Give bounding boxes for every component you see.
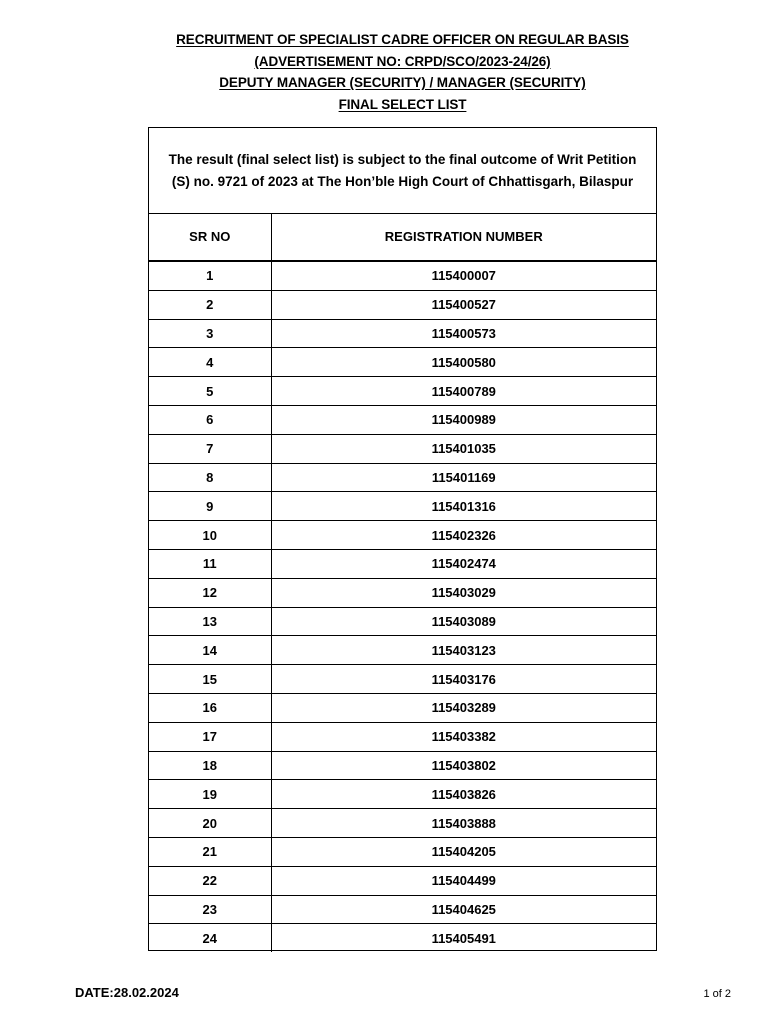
table-row xyxy=(149,895,656,924)
registration-number-cell: 115404499 xyxy=(271,866,656,895)
sr-no-cell: 3 xyxy=(149,319,271,348)
registration-number-cell: 115400789 xyxy=(271,377,656,406)
notice-line-1: The result (final select list) is subject to the final outcome of Writ Petition xyxy=(168,151,637,167)
table-row xyxy=(149,377,656,406)
table-row xyxy=(149,866,656,895)
table-row xyxy=(149,492,656,521)
registration-number-cell: 115400527 xyxy=(271,290,656,319)
table-row xyxy=(149,319,656,348)
table-row xyxy=(149,348,656,377)
table-row xyxy=(149,261,656,290)
heading-list-title: FINAL SELECT LIST xyxy=(338,96,467,112)
sr-no-cell: 9 xyxy=(149,492,271,521)
sr-no-cell: 6 xyxy=(149,405,271,434)
table-row xyxy=(149,751,656,780)
table-row xyxy=(149,405,656,434)
table-row xyxy=(149,809,656,838)
document-heading xyxy=(0,29,768,115)
table-row xyxy=(149,463,656,492)
table-row xyxy=(149,434,656,463)
registration-number-cell: 115403176 xyxy=(271,665,656,694)
registration-number-cell: 115404205 xyxy=(271,837,656,866)
heading-post-names: DEPUTY MANAGER (SECURITY) / MANAGER (SECURITY) xyxy=(219,75,586,90)
sr-no-cell: 1 xyxy=(149,261,271,290)
sr-no-cell: 17 xyxy=(149,722,271,751)
heading-recruitment-title: RECRUITMENT OF SPECIALIST CADRE OFFICER ON REGULAR BASIS xyxy=(176,32,629,47)
table-row xyxy=(149,290,656,319)
sr-no-cell: 20 xyxy=(149,809,271,838)
table-row xyxy=(149,924,656,952)
final-select-list-table xyxy=(149,213,656,952)
sr-no-cell: 18 xyxy=(149,751,271,780)
heading-advertisement-number: (ADVERTISEMENT NO: CRPD/SCO/2023-24/26) xyxy=(254,53,551,69)
column-header-sr-no: SR NO xyxy=(149,213,271,261)
sr-no-cell: 23 xyxy=(149,895,271,924)
sr-no-cell: 5 xyxy=(149,377,271,406)
sr-no-cell: 19 xyxy=(149,780,271,809)
registration-number-cell: 115403826 xyxy=(271,780,656,809)
column-header-registration-number: REGISTRATION NUMBER xyxy=(271,213,656,261)
registration-number-cell: 115404625 xyxy=(271,895,656,924)
registration-number-cell: 115403802 xyxy=(271,751,656,780)
sr-no-cell: 2 xyxy=(149,290,271,319)
registration-number-cell: 115403289 xyxy=(271,693,656,722)
table-row xyxy=(149,578,656,607)
sr-no-cell: 8 xyxy=(149,463,271,492)
registration-number-cell: 115403382 xyxy=(271,722,656,751)
sr-no-cell: 11 xyxy=(149,549,271,578)
registration-number-cell: 115402474 xyxy=(271,549,656,578)
result-notice xyxy=(149,128,656,214)
sr-no-cell: 21 xyxy=(149,837,271,866)
registration-number-cell: 115400580 xyxy=(271,348,656,377)
sr-no-cell: 4 xyxy=(149,348,271,377)
table-row xyxy=(149,693,656,722)
table-header-row xyxy=(149,213,656,261)
table-row xyxy=(149,549,656,578)
registration-number-cell: 115400573 xyxy=(271,319,656,348)
registration-number-cell: 115403029 xyxy=(271,578,656,607)
registration-number-cell: 115401316 xyxy=(271,492,656,521)
table-row xyxy=(149,665,656,694)
sr-no-cell: 13 xyxy=(149,607,271,636)
registration-number-cell: 115402326 xyxy=(271,521,656,550)
registration-number-cell: 115403123 xyxy=(271,636,656,665)
registration-number-cell: 115405491 xyxy=(431,930,496,946)
sr-no-cell: 24 xyxy=(149,924,271,952)
registration-number-cell: 115400007 xyxy=(271,261,656,290)
table-row xyxy=(149,780,656,809)
document-date: DATE:28.02.2024 xyxy=(75,985,179,1000)
sr-no-cell: 16 xyxy=(149,693,271,722)
sr-no-cell: 10 xyxy=(149,521,271,550)
registration-number-cell: 115400989 xyxy=(271,405,656,434)
table-row xyxy=(149,607,656,636)
table-row xyxy=(149,722,656,751)
table-row xyxy=(149,521,656,550)
sr-no-cell: 14 xyxy=(149,636,271,665)
notice-line-2: (S) no. 9721 of 2023 at The Hon’ble High Court of Chhattisgarh, Bilaspur xyxy=(171,173,634,189)
sr-no-cell: 15 xyxy=(149,665,271,694)
registration-number-cell: 115403089 xyxy=(271,607,656,636)
sr-no-cell: 22 xyxy=(149,866,271,895)
table-row xyxy=(149,837,656,866)
registration-number-cell: 115401035 xyxy=(271,434,656,463)
select-list-box xyxy=(148,127,657,951)
registration-number-cell: 115403888 xyxy=(271,809,656,838)
table-body xyxy=(149,261,656,952)
registration-number-cell: 115401169 xyxy=(271,463,656,492)
sr-no-cell: 7 xyxy=(149,434,271,463)
table-row xyxy=(149,636,656,665)
sr-no-cell: 12 xyxy=(149,578,271,607)
page-number: 1 of 2 xyxy=(703,988,731,1000)
